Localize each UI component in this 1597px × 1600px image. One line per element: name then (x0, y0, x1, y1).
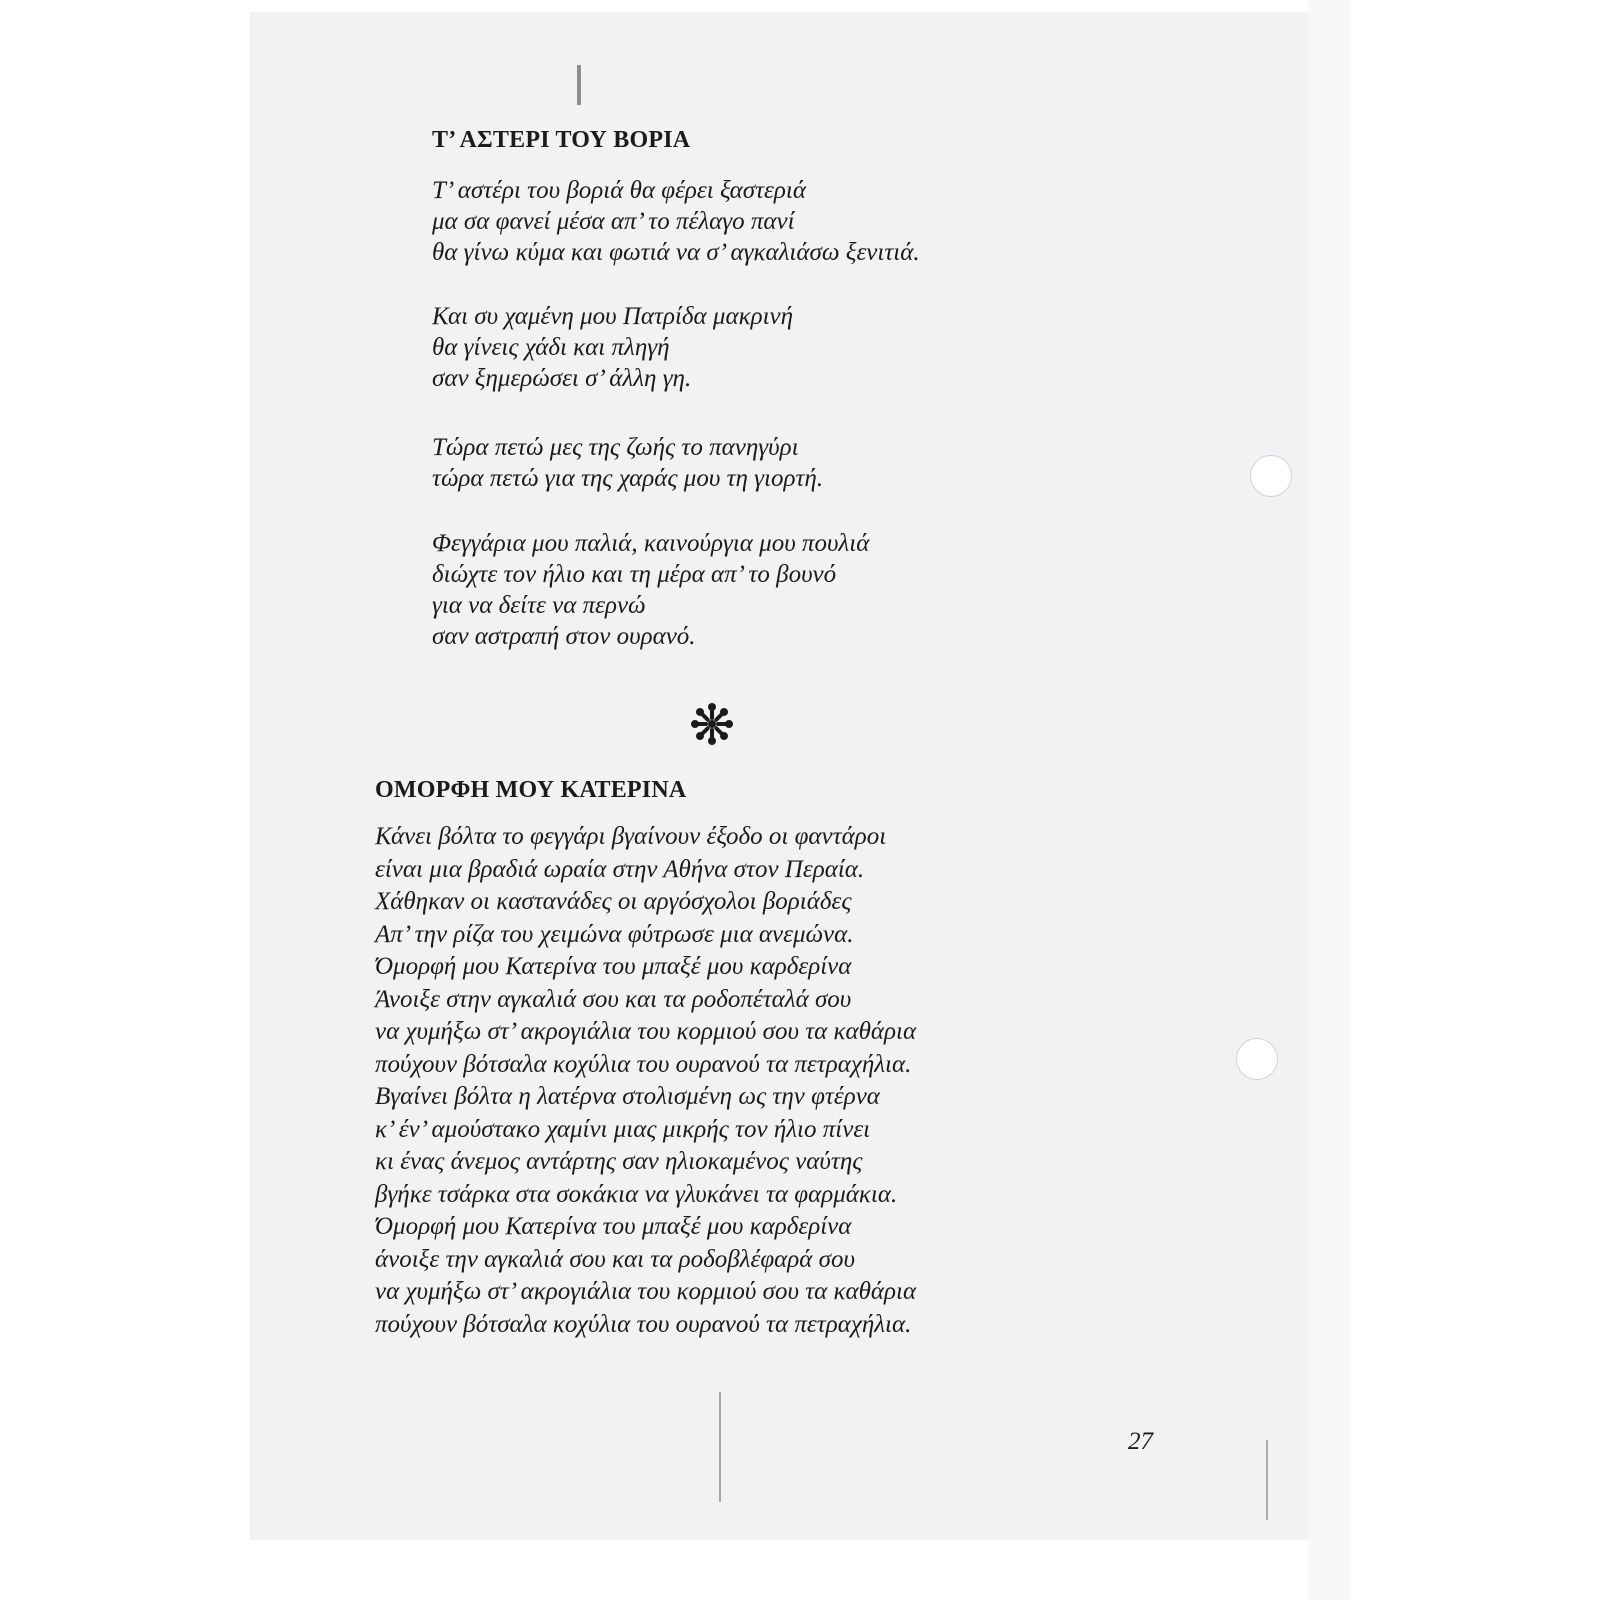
punch-hole (1250, 455, 1292, 497)
verse-line: θα γίνω κύμα και φωτιά να σ’ αγκαλιάσω ξενιτιά. (432, 239, 920, 266)
verse-line: θα γίνεις χάδι και πληγή (432, 334, 670, 361)
verse-line: σαν αστραπή στον ουρανό. (432, 623, 696, 650)
verse-line: άνοιξε την αγκαλιά σου και τα ροδοβλέφαρά σου (375, 1245, 855, 1273)
stanza (432, 301, 793, 394)
scanner-edge-strip (1308, 0, 1350, 1600)
verse-line: Και συ χαμένη μου Πατρίδα μακρινή (432, 303, 794, 330)
verse-line: Τ’ αστέρι του βοριά θα φέρει ξαστεριά (432, 177, 806, 204)
song-title: ΟΜΟΡΦΗ ΜΟΥ ΚΑΤΕΡΙΝΑ (375, 777, 687, 803)
verse-line: Βγαίνει βόλτα η λατέρνα στολισμένη ως την φτέρνα (375, 1083, 880, 1110)
page-number: 27 (1128, 1428, 1153, 1455)
verse-line: μα σα φανεί μέσα απ’ το πέλαγο πανί (432, 208, 795, 235)
verse-line: Τώρα πετώ μες της ζωής το πανηγύρι (432, 434, 799, 461)
stanza (432, 175, 920, 268)
punch-hole (1236, 1038, 1278, 1080)
verse-line: να χυμήξω στ’ ακρογιάλια του κορμιού σου τα καθάρια (375, 1018, 917, 1045)
verse-line: είναι μια βραδιά ωραία στην Αθήνα στον Περαία. (375, 855, 865, 883)
song-title: Τ’ ΑΣΤΕΡΙ ΤΟΥ ΒΟΡΙΑ (432, 127, 691, 153)
stanza (432, 432, 823, 494)
verse-line: σαν ξημερώσει σ’ άλλη γη. (432, 365, 692, 392)
verse-line: Κάνει βόλτα το φεγγάρι βγαίνουν έξοδο οι φαντάροι (375, 823, 887, 850)
scan-artifact-line (577, 65, 581, 105)
verse-line: κ’ έν’ αμούστακο χαμίνι μιας μικρής τον ήλιο πίνει (375, 1115, 871, 1143)
verse-line: Όμορφή μου Κατερίνα του μπαξέ μου καρδερίνα (375, 953, 852, 980)
stanza (432, 528, 869, 652)
verse-line: πούχουν βότσαλα κοχύλια του ουρανού τα πετραχήλια. (375, 1050, 912, 1078)
verse-line: να χυμήξω στ’ ακρογιάλια του κορμιού σου τα καθάρια (375, 1278, 917, 1305)
stanza (375, 821, 916, 1341)
verse-line: κι ένας άνεμος αντάρτης σαν ηλιοκαμένος ναύτης (375, 1148, 863, 1175)
verse-line: Χάθηκαν οι καστανάδες οι αργόσχολοι βοριάδες (375, 888, 852, 915)
verse-line: τώρα πετώ για της χαράς μου τη γιορτή. (432, 465, 824, 492)
scan-artifact-line (1266, 1440, 1268, 1520)
verse-line: Απ’ την ρίζα του χειμώνα φύτρωσε μια ανεμώνα. (375, 920, 854, 948)
verse-line: για να δείτε να περνώ (432, 592, 646, 619)
asterisk-flower-icon (690, 702, 734, 746)
verse-line: Φεγγάρια μου παλιά, καινούργια μου πουλιά (432, 530, 870, 557)
verse-line: πούχουν βότσαλα κοχύλια του ουρανού τα πετραχήλια. (375, 1310, 912, 1338)
verse-line: Όμορφή μου Κατερίνα του μπαξέ μου καρδερίνα (375, 1213, 852, 1240)
verse-line: βγήκε τσάρκα στα σοκάκια να γλυκάνει τα φαρμάκια. (375, 1180, 898, 1208)
verse-line: διώχτε τον ήλιο και τη μέρα απ’ το βουνό (432, 561, 837, 588)
scan-artifact-line (719, 1392, 721, 1502)
verse-line: Άνοιξε στην αγκαλιά σου και τα ροδοπέταλά σου (375, 985, 852, 1013)
